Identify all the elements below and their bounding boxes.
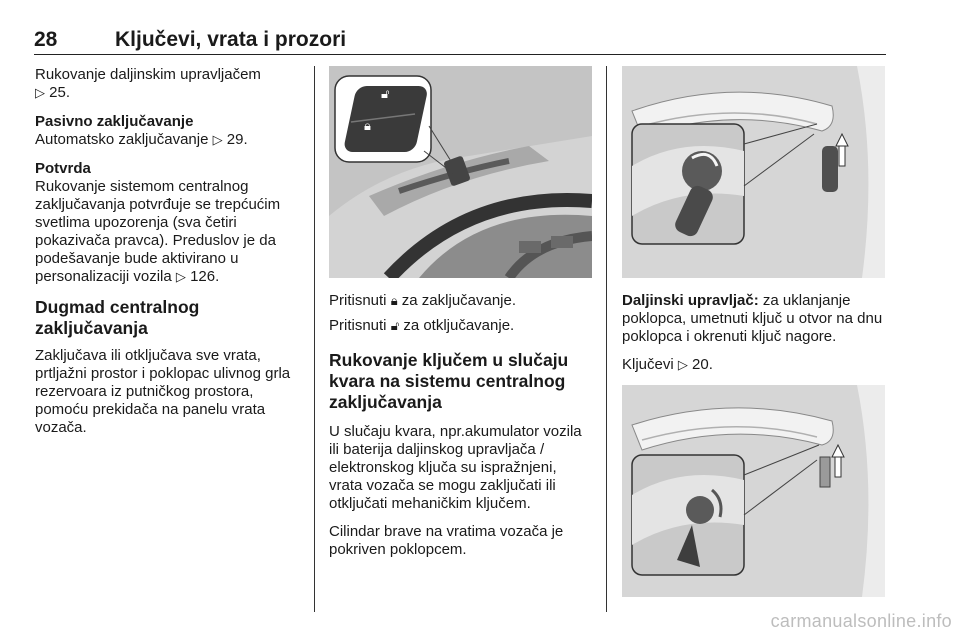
body-paragraph: Zaključava ili otključava sve vrata, prtljažni prostor i poklopac ulivnog grla rezervoara iz putničkog prostora, pomoću prekidača na panelu vrata vozača. [35, 347, 291, 436]
section-subheading: Potvrda [35, 160, 91, 177]
door-switch-illustration [329, 66, 592, 278]
page-reference-arrow-icon: ▷ [35, 86, 45, 101]
page-reference-arrow-icon: ▷ [677, 358, 688, 373]
page-number: 28 [34, 28, 58, 51]
remote-key-cover-illustration [622, 66, 885, 278]
page-link[interactable]: 20. [692, 356, 713, 373]
lock-button-icon: 🔒︎ [364, 119, 371, 134]
passive-locking-section: Pasivno zaključavanje Automatsko zaključavanje ▷ 29. [35, 113, 248, 148]
unlock-instruction: Pritisnuti 🔓︎ za otključavanje. [329, 317, 515, 334]
mechanical-key-illustration [622, 385, 885, 597]
page-link[interactable]: 25. [49, 84, 71, 101]
chapter-title: Ključevi, vrata i prozori [115, 28, 347, 51]
column-right [622, 66, 886, 597]
remote-control-reference: Rukovanje daljinskim upravljačem ▷ 25. [35, 66, 261, 101]
column-middle [329, 66, 594, 569]
section-subheading: Pasivno zaključavanje [35, 113, 194, 130]
page-reference-arrow-icon: ▷ [175, 270, 186, 285]
lock-instruction: Pritisnuti 🔒︎ za zaključavanje. [329, 292, 517, 309]
confirmation-section: Potvrda Rukovanje sistemom centralnog zaključavanja potvrđuje se trepćućim svetlima upozorenja (sva četiri pokazivača pravca). Preduslov je da podešavanje bude aktivirano u personalizaciji vozila ▷ 126. [35, 160, 281, 285]
page-link[interactable]: 126. [190, 268, 220, 285]
inline-label: Daljinski upravljač: [622, 292, 759, 309]
closed-padlock-icon: 🔒︎ [390, 294, 398, 309]
column-divider [606, 66, 607, 612]
page-link[interactable]: 29. [226, 131, 248, 148]
open-padlock-icon: 🔓︎ [390, 319, 400, 334]
page-reference-arrow-icon: ▷ [212, 133, 223, 148]
section-heading: Rukovanje ključem u slučaju kvara na sistemu centralnog zaključavanja [329, 350, 569, 412]
keys-reference: Ključevi ▷ 20. [622, 356, 713, 373]
unlock-button-icon: 🔓︎ [381, 87, 390, 102]
column-left [35, 66, 303, 447]
body-paragraph: U slučaju kvara, npr.akumulator vozila ili baterija daljinskog upravljača / elektronskog ključa su ispražnjeni, vrata vozača se mogu zaključati ili otključati mehaničkim ključem. [329, 423, 582, 512]
page-header [34, 28, 886, 55]
body-paragraph: Cilindar brave na vratima vozača je pokriven poklopcem. [329, 523, 564, 558]
column-divider [314, 66, 315, 612]
section-heading: Dugmad centralnog zaključavanja [35, 297, 200, 338]
remote-instruction: Daljinski upravljač: za uklanjanje poklopca, umetnuti ključ u otvor na dnu poklopca i okrenuti ključ nagore. [622, 292, 883, 345]
watermark: carmanualsonline.info [770, 611, 952, 631]
